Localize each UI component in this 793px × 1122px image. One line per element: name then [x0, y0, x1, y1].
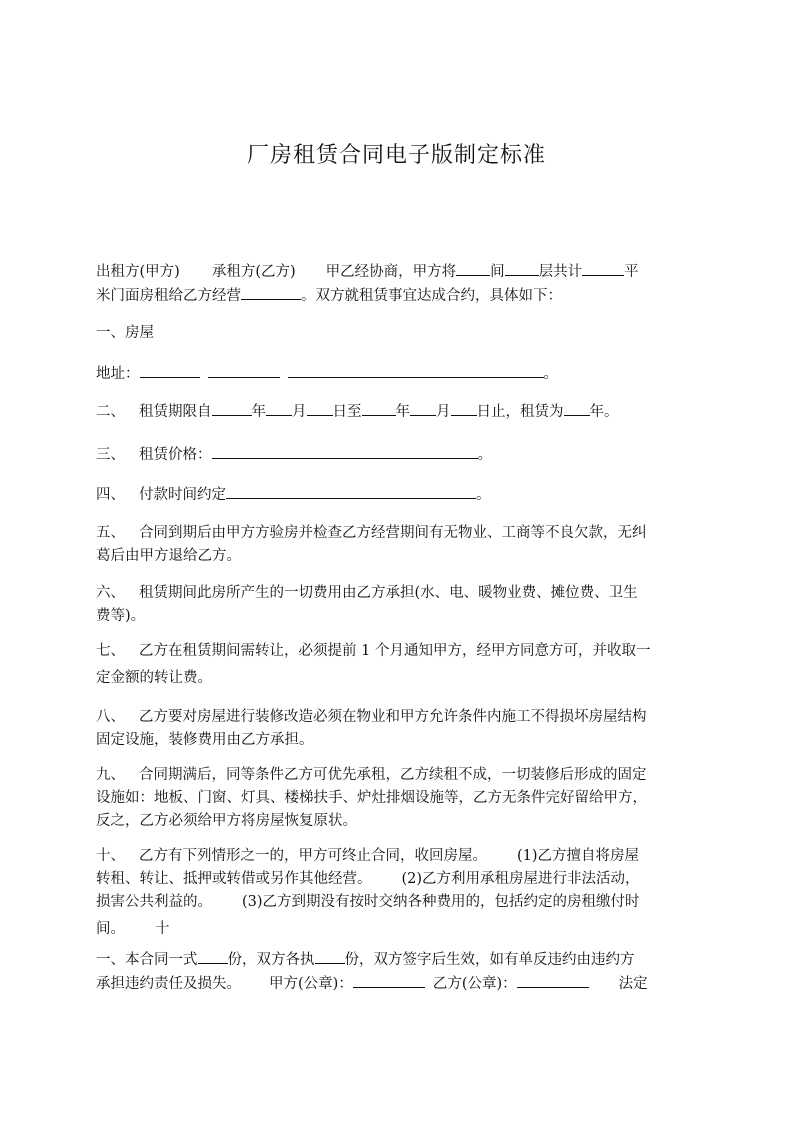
blank-field	[212, 400, 252, 416]
section-number: 八、	[96, 709, 125, 725]
section-number: 九、	[96, 767, 125, 783]
section-text: 法定	[618, 976, 648, 992]
section-number: 三、	[96, 447, 125, 463]
document-title: 厂房租赁合同电子版制定标准	[246, 143, 546, 168]
intro-text: 平	[624, 264, 639, 280]
section-text: 月	[292, 404, 307, 420]
section-text: 转租、转让、抵押或转借或另作其他经营。	[96, 871, 372, 887]
section-text: 葛后由甲方退给乙方。	[96, 548, 241, 564]
intro-text: 米门面房租给乙方经营	[96, 288, 241, 304]
section-4	[96, 483, 700, 507]
blank-field	[451, 400, 477, 416]
intro-text: 甲乙经协商，甲方将	[325, 264, 457, 280]
blank-field	[288, 362, 544, 378]
blank-field	[208, 362, 280, 378]
section-text: (2)乙方利用承租房屋进行非法活动，	[401, 871, 640, 887]
blank-field	[198, 948, 228, 964]
blank-field	[353, 972, 425, 988]
intro-paragraph	[96, 260, 700, 308]
section-text: 份，双方各执	[227, 952, 315, 968]
section-text: 年。	[589, 404, 619, 420]
section-text: 乙方要对房屋进行装修改造必须在物业和甲方允许条件内施工不得损坏房屋结构	[139, 709, 647, 725]
section-text: 设施如：地板、门窗、灯具、楼梯扶手、炉灶排烟设施等，乙方无条件完好留给甲方，	[96, 790, 647, 806]
address-label: 地址：	[96, 366, 140, 382]
section-text: (3)乙方到期没有按时交纳各种费用的，包括约定的房租缴付时	[242, 894, 640, 910]
blank-field	[307, 400, 333, 416]
section-2	[96, 400, 700, 424]
party-b-seal-label: 乙方(公章)：	[432, 976, 517, 992]
section-text: 租赁期间此房所产生的一切费用由乙方承担(水、电、暖物业费、摊位费、卫生	[139, 585, 638, 601]
section-text: 十	[155, 921, 170, 937]
party-a-label: 出租方(甲方)	[96, 264, 180, 280]
section-text: 年	[395, 404, 410, 420]
section-number: 四、	[96, 487, 125, 503]
section-10	[96, 845, 700, 944]
intro-text: 。双方就租赁事宜达成合约，具体如下：	[301, 288, 562, 304]
blank-field	[410, 400, 436, 416]
section-text: 间。	[96, 921, 125, 937]
section-text: 固定设施，装修费用由乙方承担。	[96, 732, 314, 748]
section-number: 五、	[96, 525, 125, 541]
section-text: 乙方有下列情形之一的，甲方可终止合同，收回房屋。	[139, 848, 487, 864]
blank-field	[140, 362, 200, 378]
section-text: 月	[436, 404, 451, 420]
section-text: 定金额的转让费。	[96, 670, 212, 686]
section-text: 。	[477, 447, 492, 463]
section-number: 六、	[96, 585, 125, 601]
section-6	[96, 582, 700, 628]
section-text: 承担违约责任及损失。	[96, 976, 241, 992]
section-3	[96, 443, 700, 467]
section-9	[96, 764, 700, 833]
blank-field	[564, 400, 590, 416]
section-text: 租赁价格：	[139, 447, 212, 463]
section-text: 。	[476, 487, 491, 503]
section-text: 日至	[332, 404, 362, 420]
section-text: 乙方在租赁期间需转让，必须提前 1 个月通知甲方，经甲方同意方可，并收取一	[139, 643, 651, 659]
section-11	[96, 948, 700, 996]
party-b-label: 承租方(乙方)	[211, 264, 296, 280]
section-7	[96, 638, 700, 692]
party-a-seal-label: 甲方(公章)：	[269, 976, 353, 992]
section-text: 合同到期后由甲方方验房并检查乙方经营期间有无物业、工商等不良欠款，无纠	[139, 525, 647, 541]
section-number: 十、	[96, 848, 125, 864]
section-8	[96, 706, 700, 752]
blank-field	[505, 260, 539, 276]
section-text: 份，双方签字后生效，如有单反违约由违约方	[344, 952, 635, 968]
blank-field	[212, 443, 478, 459]
section-text: 费等)。	[96, 608, 146, 624]
blank-field	[315, 948, 345, 964]
section-text: (1)乙方擅自将房屋	[517, 848, 640, 864]
section-text: 付款时间约定	[139, 487, 226, 503]
blank-field	[517, 972, 589, 988]
section-text: 一、本合同一式	[96, 952, 198, 968]
section-number: 七、	[96, 643, 125, 659]
section-text: 反之，乙方必须给甲方将房屋恢复原状。	[96, 813, 357, 829]
section-text: 日止，租赁为	[476, 404, 564, 420]
address-line	[96, 362, 700, 386]
blank-field	[582, 260, 624, 276]
address-end: 。	[543, 366, 558, 382]
blank-field	[226, 483, 476, 499]
blank-field	[241, 284, 301, 300]
section-text: 合同期满后，同等条件乙方可优先承租，乙方续租不成，一切装修后形成的固定	[139, 767, 647, 783]
section-text: 租赁期限自	[139, 404, 212, 420]
section-number: 二、	[96, 404, 125, 420]
blank-field	[456, 260, 490, 276]
intro-text: 层共计	[538, 264, 583, 280]
section-text: 年	[251, 404, 266, 420]
blank-field	[362, 400, 396, 416]
intro-text: 间	[490, 264, 505, 280]
section-1-heading: 一、房屋	[96, 325, 154, 341]
section-text: 损害公共利益的。	[96, 894, 212, 910]
blank-field	[266, 400, 292, 416]
section-5	[96, 522, 700, 568]
